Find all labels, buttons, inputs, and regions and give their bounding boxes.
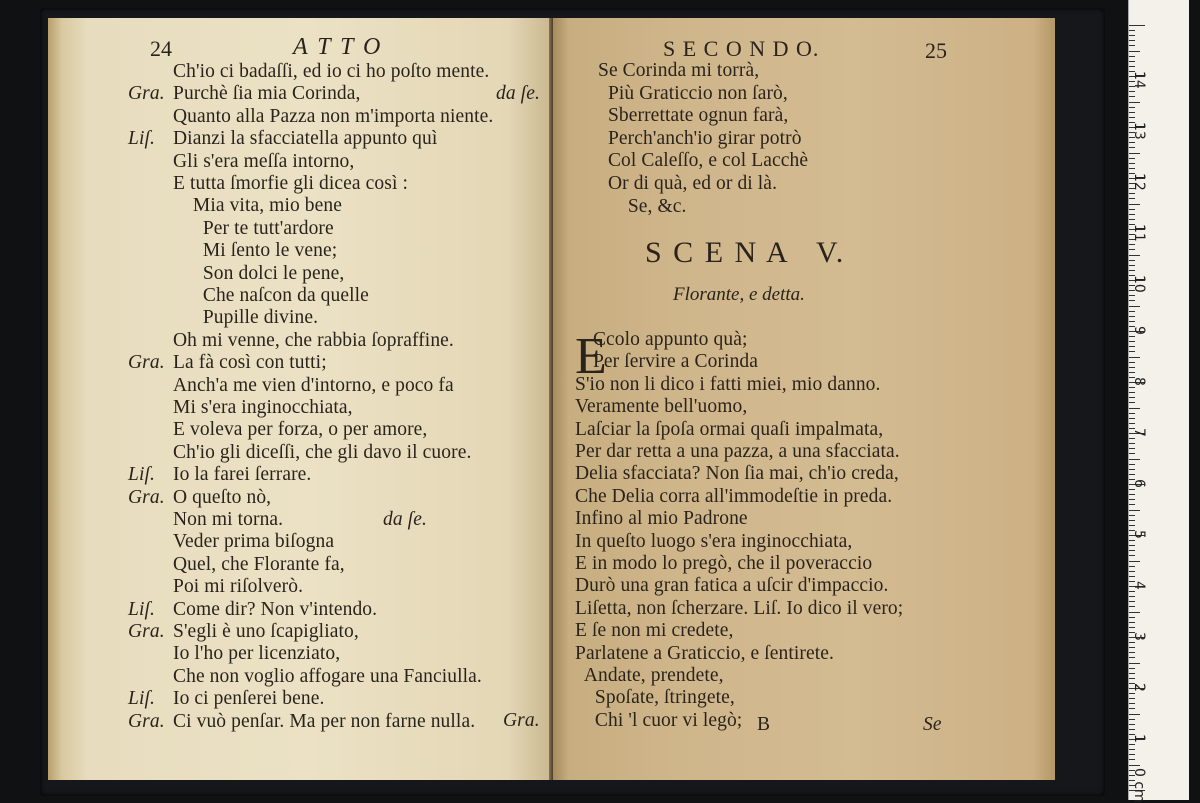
ruler-tick [1129,423,1135,424]
verse-line: Io ci penſerei bene. [173,688,325,710]
ruler-tick [1129,617,1135,618]
ruler-tick [1129,612,1140,613]
verse-line: Chi 'l cuor vi legò; [575,709,743,731]
ruler-tick [1129,35,1135,36]
scene-title: S C E N A V. [645,236,846,269]
ruler-tick [1129,596,1135,597]
ruler-tick [1129,56,1135,57]
ruler-tick [1129,418,1135,419]
ruler-tick [1129,504,1135,505]
ruler-tick [1129,515,1135,516]
verse-line: Quel, che Florante fa, [173,553,345,575]
ruler-tick [1129,464,1135,465]
ruler-tick [1129,627,1135,628]
verse-line: Che Delia corra all'immodeſtie in preda. [575,485,893,507]
ruler-tick [1129,255,1140,256]
ruler-tick [1129,576,1135,577]
ruler-tick [1129,45,1135,46]
right-page [553,18,1055,780]
ruler-tick [1129,668,1135,669]
ruler-number: 1 [1131,734,1147,743]
ruler-number: 2 [1131,683,1147,692]
ruler-tick [1129,367,1135,368]
song-line: Sberrettate ognun farà, [598,105,789,127]
verse-line: Veder prima biſogna [173,531,335,553]
verse-line: S'io non li dico i fatti miei, mio danno. [575,373,881,395]
ruler-tick [1129,698,1135,699]
ruler-tick [1129,107,1135,108]
verse-line: Che non voglio affogare una Fanciulla. [173,665,482,687]
verse-line: In queſto luogo s'era inginocchiata, [575,530,853,552]
ruler-tick [1129,260,1135,261]
verse-line: Per ſervire a Corinda [583,351,759,373]
ruler-tick [1129,647,1135,648]
ruler-tick [1129,408,1140,409]
verse-line: Ccolo appunto quà; [583,329,748,350]
speaker-label: Gra. [128,83,165,105]
ruler-tick [1129,147,1135,148]
left-page [48,18,553,780]
ruler-tick [1129,413,1135,414]
ruler-tick [1129,678,1135,679]
verse-line: Infino al mio Padrone [575,508,748,530]
ruler-tick [1129,153,1140,154]
ruler-tick [1129,96,1135,97]
ruler-tick [1129,112,1135,113]
verse-line: Andate, prendete, [575,665,724,686]
speaker-label: Gra. [128,710,165,732]
ruler-tick [1129,729,1135,730]
verse-line: Spoſate, ſtringete, [575,687,735,709]
ruler-number: 14 [1131,71,1147,89]
verse-line: E voleva per forza, o per amore, [173,419,428,441]
verse-line: Veramente bell'uomo, [575,396,748,418]
ruler-tick [1129,520,1135,521]
ruler-tick [1129,346,1135,347]
ruler-tick [1129,759,1135,760]
ruler-tick [1129,550,1135,551]
verse-line: Poi mi riſolverò. [173,576,304,598]
ruler-tick [1129,265,1135,266]
ruler-tick [1129,724,1135,725]
stage-direction-aside: da ſe. [496,83,540,105]
ruler-tick [1129,351,1135,352]
ruler-tick [1129,719,1135,720]
speaker-label: Gra. [128,352,165,374]
ruler-tick [1129,341,1135,342]
ruler-number: 3 [1131,632,1147,641]
ruler-tick [1129,499,1135,500]
verse-line: Oh mi venne, che rabbia ſopraffine. [173,329,454,351]
ruler-tick [1129,25,1145,26]
verse-line: Ch'io ci badaſſi, ed io ci ho poſto mente. [173,61,490,82]
ruler-tick [1129,249,1135,250]
ruler-tick [1129,392,1135,393]
verse-line: E in modo lo pregò, che il poveraccio [575,553,873,574]
ruler-tick [1129,204,1140,205]
ruler-tick [1129,214,1135,215]
ruler-tick [1129,321,1135,322]
ruler-tick [1129,311,1135,312]
ruler-tick [1129,244,1135,245]
verse-line: Gli s'era meſſa intorno, [173,150,355,172]
ruler-tick [1129,300,1135,301]
ruler-tick [1129,91,1135,92]
ruler-tick [1129,443,1135,444]
song-line: Se Corinda mi torrà, [598,60,760,81]
verse-line: Purchè ſia mia Corinda, [173,83,361,105]
left-running-head: A T T O [293,34,383,60]
ruler-tick [1129,168,1135,169]
measuring-ruler [1128,0,1189,803]
ruler-tick [1129,744,1135,745]
left-page-number: 24 [150,36,172,61]
ruler-tick [1129,540,1135,541]
song-line: Or di quà, ed or di là. [598,173,778,194]
ruler-tick [1129,402,1135,403]
speaker-label: Liſ. [128,128,155,150]
ruler-tick [1129,198,1135,199]
ruler-tick [1129,453,1135,454]
ruler-number: 13 [1131,122,1147,140]
ruler-tick [1129,474,1135,475]
ruler-tick [1129,561,1140,562]
ruler-tick [1129,372,1135,373]
ruler-tick [1129,51,1140,52]
ruler-number: 10 [1131,275,1147,293]
ruler-number: 6 [1131,479,1147,488]
right-catchword: Se [923,714,942,735]
ruler-tick [1129,142,1135,143]
verse-line: Anch'a me vien d'intorno, e poco fa [173,374,454,396]
ruler-tick [1129,708,1135,709]
ruler-tick [1129,749,1135,750]
ruler-number: 11 [1131,224,1147,242]
ruler-tick [1129,525,1135,526]
verse-line: Mia vita, mio bene [173,195,342,217]
verse-line: Son dolci le pene, [173,262,345,284]
drop-cap-initial: E [575,328,607,385]
ruler-tick [1129,163,1135,164]
verse-line: Come dir? Non v'intendo. [173,598,378,620]
ruler-tick [1129,219,1135,220]
ruler-tick [1129,606,1135,607]
ruler-number: 8 [1131,377,1147,386]
speaker-label: Liſ. [128,464,155,486]
ruler-tick [1129,66,1135,67]
verse-line: Per te tutt'ardore [173,217,334,239]
verse-line: Mi s'era inginocchiata, [173,397,353,418]
scene-subtitle: Florante, e detta. [673,284,805,305]
ruler-tick [1129,566,1135,567]
speaker-label: Liſ. [128,688,155,710]
verse-line: S'egli è uno ſcapigliato, [173,621,359,642]
verse-line: Liſetta, non ſcherzare. Liſ. Io dico il vero; [575,597,904,619]
ruler-tick [1129,652,1135,653]
ruler-tick [1129,591,1135,592]
ruler-tick [1129,703,1135,704]
ruler-tick [1129,642,1135,643]
verse-line: Delia sfacciata? Non ſia mai, ch'io creda, [575,463,899,485]
ruler-tick [1129,714,1140,715]
ruler-tick [1129,438,1135,439]
verse-line: Mi ſento le vene; [173,240,338,262]
ruler-tick [1129,270,1135,271]
ruler-tick [1129,622,1135,623]
ruler-unit-label: 0 cm [1131,768,1147,803]
ruler-tick [1129,30,1135,31]
ruler-tick [1129,336,1135,337]
right-page-number: 25 [925,38,947,63]
song-line: Più Graticcio non ſarò, [598,82,788,104]
ruler-number: 5 [1131,530,1147,539]
ruler-tick [1129,117,1135,118]
ruler-tick [1129,601,1135,602]
verse-line: La fà così con tutti; [173,352,327,374]
stage-direction-aside: da ſe. [383,509,427,530]
ruler-tick [1129,459,1140,460]
ruler-number: 9 [1131,326,1147,335]
ruler-tick [1129,765,1140,766]
ruler-tick [1129,295,1135,296]
ruler-tick [1129,693,1135,694]
verse-line: Io la farei ſerrare. [173,464,312,486]
song-line: Col Caleſſo, e col Lacchè [598,150,809,172]
signature-mark: B [757,714,771,735]
ruler-tick [1129,102,1140,103]
ruler-tick [1129,663,1140,664]
ruler-tick [1129,387,1135,388]
ruler-tick [1129,448,1135,449]
verse-line: Durò una gran fatica a uſcir d'impaccio. [575,575,889,597]
ruler-tick [1129,362,1135,363]
verse-line: Parlatene a Graticcio, e ſentirete. [575,642,835,664]
verse-line: Per dar retta a una pazza, a una sfacciata. [575,441,900,462]
verse-line: Dianzi la sfacciatella appunto quì [173,128,438,150]
verse-line: Laſciar la ſpoſa ormai quaſi impalmata, [575,418,884,440]
left-catchword: Gra. [503,710,540,731]
speaker-label: Liſ. [128,598,155,620]
verse-line: Non mi torna. [173,509,284,530]
ruler-tick [1129,469,1135,470]
verse-line: Che naſcon da quelle [173,285,369,306]
ruler-number: 12 [1131,173,1147,191]
ruler-tick [1129,316,1135,317]
right-running-head: S E C O N D O. [663,36,820,61]
ruler-tick [1129,397,1135,398]
ruler-tick [1129,555,1135,556]
ruler-tick [1129,158,1135,159]
ruler-tick [1129,545,1135,546]
verse-line: Io l'ho per licenziato, [173,643,341,665]
speaker-label: Gra. [128,486,165,508]
verse-line: Quanto alla Pazza non m'importa niente. [173,105,494,127]
ruler-number: 7 [1131,428,1147,437]
verse-line: Ch'io gli diceſſi, che gli davo il cuore. [173,441,472,463]
song-line: Se, &c. [598,195,687,217]
ruler-tick [1129,754,1135,755]
ruler-tick [1129,657,1135,658]
ruler-tick [1129,40,1135,41]
ruler-tick [1129,306,1140,307]
ruler-tick [1129,510,1140,511]
ruler-number: 4 [1131,581,1147,590]
verse-line: E tutta ſmorfie gli dicea così : [173,173,408,194]
ruler-tick [1129,489,1135,490]
ruler-tick [1129,193,1135,194]
ruler-tick [1129,61,1135,62]
verse-line: Ci vuò penſar. Ma per non farne nulla. [173,710,476,732]
speaker-label: Gra. [128,621,165,642]
ruler-tick [1129,494,1135,495]
ruler-tick [1129,571,1135,572]
verse-line: Pupille divine. [173,307,319,329]
verse-line: O queſto nò, [173,486,272,508]
verse-line: E ſe non mi credete, [575,620,734,642]
ruler-tick [1129,673,1135,674]
ruler-tick [1129,209,1135,210]
song-line: Perch'anch'io girar potrò [598,127,802,149]
ruler-tick [1129,357,1140,358]
